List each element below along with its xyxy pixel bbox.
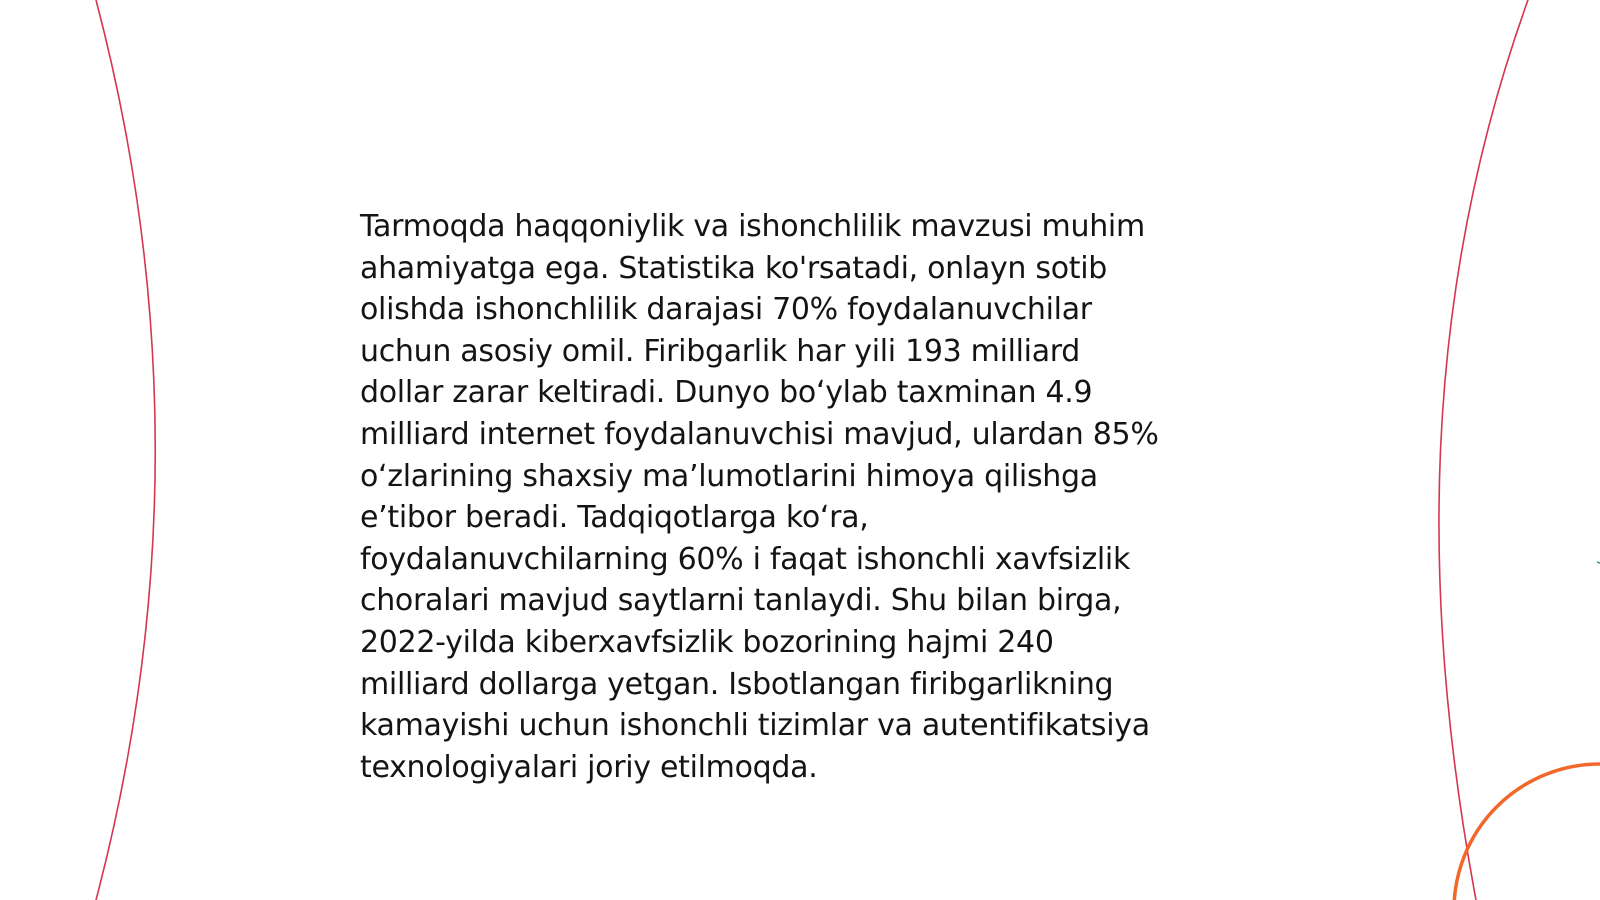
body-paragraph: Tarmoqda haqqoniylik va ishonchlilik mavzusi muhim ahamiyatga ega. Statistika ko'rsatadi, onlayn sotib olishda ishonchlilik darajasi 70% foydalanuvchilar uchun asosiy omil. Firibgarlik har yili 193 milliard dollar zarar keltiradi. Dunyo bo‘ylab taxminan 4.9 milliard internet foydalanuvchisi mavjud, ulardan 85% o‘zlarining shaxsiy ma’lumotlarini himoya qilishga e’tibor beradi. Tadqiqotlarga ko‘ra, foydalanuvchilarning 60% i faqat ishonchli xavfsizlik choralari mavjud saytlarni tanlaydi. Shu bilan birga, 2022-yilda kiberxavfsizlik bozorining hajmi 240 milliard dollarga yetgan. Isbotlangan firibgarlikning kamayishi uchun ishonchli tizimlar va autentifikatsiya texnologiyalari joriy etilmoqda. [360, 209, 1159, 785]
orange-circle-outline [1454, 764, 1600, 900]
right-arc-line [1439, 0, 1528, 900]
left-arc-line [96, 0, 155, 900]
